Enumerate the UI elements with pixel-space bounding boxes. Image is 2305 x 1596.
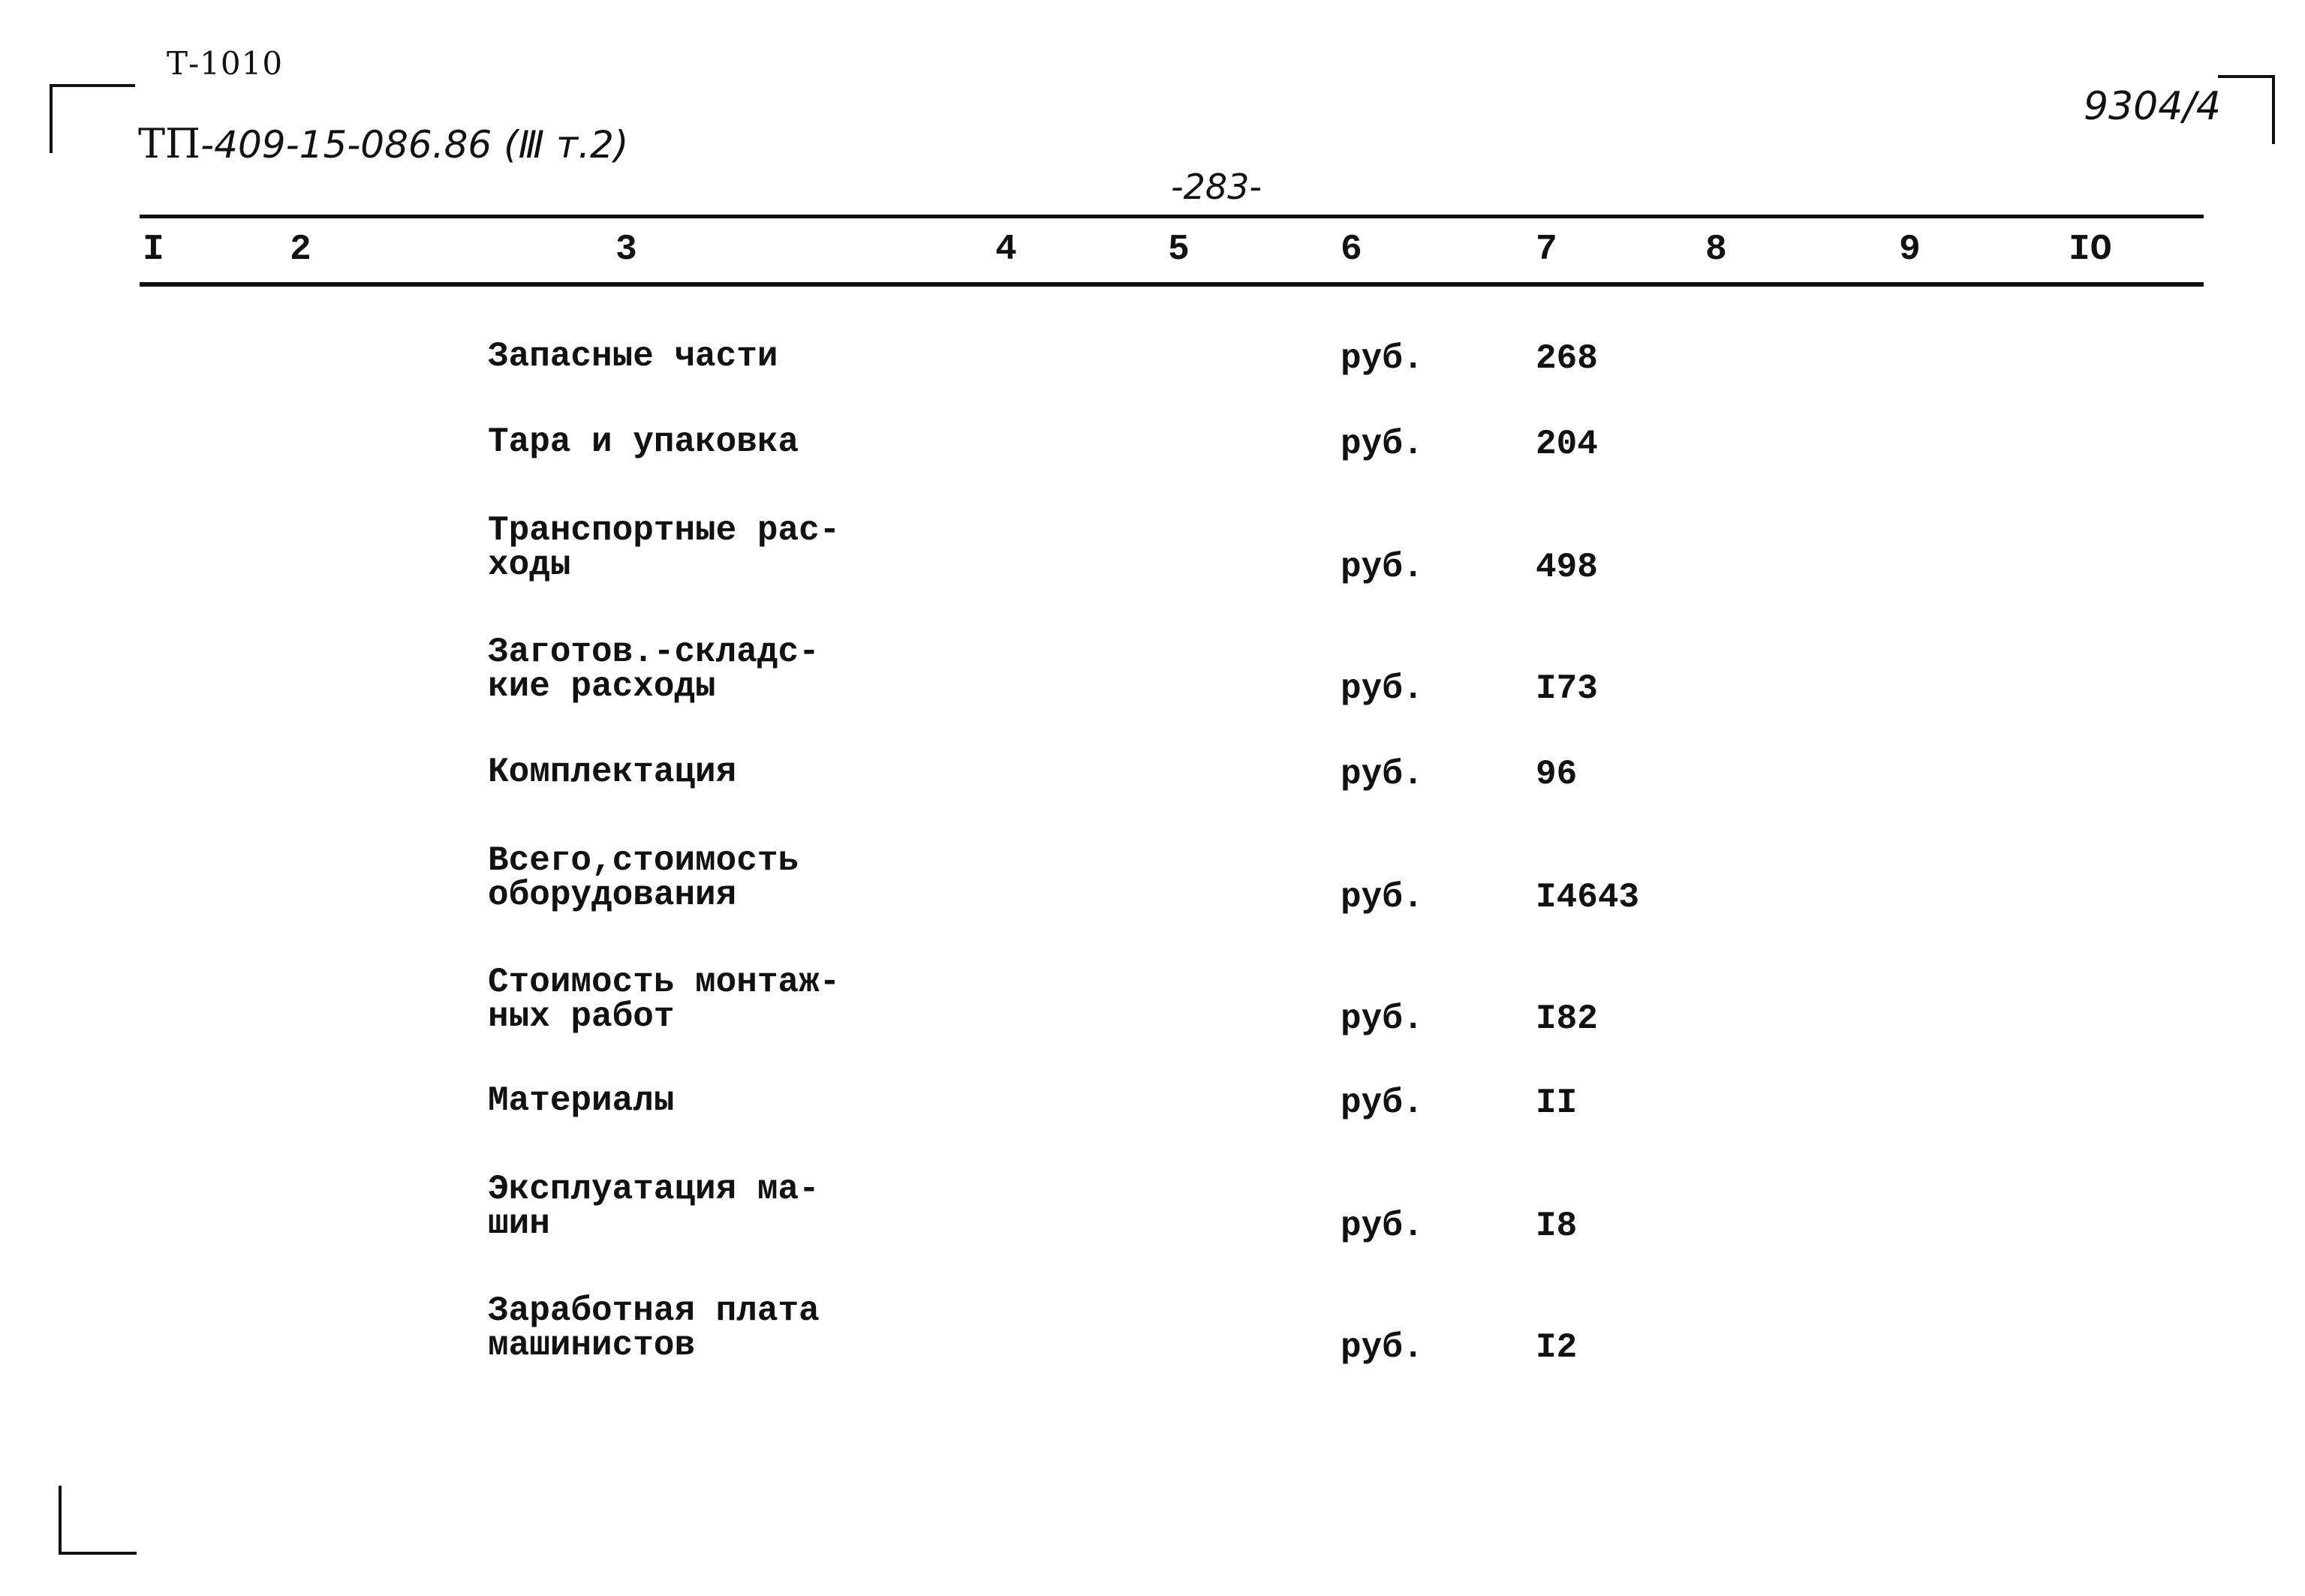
row-2-unit: руб. xyxy=(1341,425,1424,464)
row-1-unit: руб. xyxy=(1341,339,1424,378)
project-designation xyxy=(138,120,628,167)
row-4-unit: руб. xyxy=(1341,669,1424,708)
column-header-2: 2 xyxy=(290,230,311,270)
project-code: -409-15-086.86 (Ⅲ т.2) xyxy=(200,123,629,167)
column-header-6: 6 xyxy=(1341,230,1362,270)
row-4-name: Заготов.-складс- кие расходы xyxy=(488,633,820,706)
column-header-7: 7 xyxy=(1536,230,1557,270)
row-3-unit: руб. xyxy=(1341,548,1424,587)
column-header-5: 5 xyxy=(1168,230,1190,270)
row-8-name: Материалы xyxy=(488,1081,675,1120)
corner-mark-top-right xyxy=(2218,75,2275,144)
corner-mark-bottom-left xyxy=(59,1486,137,1555)
series-code: Т-1010 xyxy=(167,45,284,82)
row-6-name: Всего,стоимость оборудования xyxy=(488,841,799,915)
column-header-8: 8 xyxy=(1705,230,1727,270)
row-7-value: I82 xyxy=(1536,999,1598,1038)
row-6-value: I4643 xyxy=(1536,878,1640,917)
row-7-unit: руб. xyxy=(1341,999,1424,1038)
row-1-name: Запасные части xyxy=(488,337,778,376)
row-5-name: Комплектация xyxy=(488,753,737,792)
column-header-9: 9 xyxy=(1899,230,1921,270)
row-2-name: Тара и упаковка xyxy=(488,422,799,461)
row-10-name: Заработная плата машинистов xyxy=(488,1291,820,1365)
table-header-bottom-rule xyxy=(140,282,2204,287)
column-header-1: I xyxy=(143,230,164,270)
row-9-unit: руб. xyxy=(1341,1207,1424,1246)
row-5-unit: руб. xyxy=(1341,755,1424,794)
row-9-name: Эксплуатация ма- шин xyxy=(488,1170,820,1243)
row-5-value: 96 xyxy=(1536,755,1578,794)
column-header-4: 4 xyxy=(995,230,1017,270)
row-3-value: 498 xyxy=(1536,548,1598,587)
row-6-unit: руб. xyxy=(1341,878,1424,917)
row-7-name: Стоимость монтаж- ных работ xyxy=(488,963,841,1036)
row-8-unit: руб. xyxy=(1341,1084,1424,1123)
corner-mark-top-left xyxy=(50,84,135,153)
row-9-value: I8 xyxy=(1536,1207,1578,1246)
page-number: -283- xyxy=(1171,167,1262,207)
row-8-value: II xyxy=(1536,1084,1578,1123)
row-3-name: Транспортные рас- ходы xyxy=(488,511,841,585)
archive-number: 9304/4 xyxy=(2084,84,2221,129)
row-2-value: 204 xyxy=(1536,425,1598,464)
row-10-unit: руб. xyxy=(1341,1328,1424,1367)
project-prefix: ТП xyxy=(138,120,201,167)
row-1-value: 268 xyxy=(1536,339,1598,378)
row-10-value: I2 xyxy=(1536,1328,1578,1367)
table-header-top-rule xyxy=(140,215,2204,218)
column-header-3: 3 xyxy=(615,230,637,270)
column-header-10: IO xyxy=(2069,230,2112,270)
row-4-value: I73 xyxy=(1536,669,1598,708)
